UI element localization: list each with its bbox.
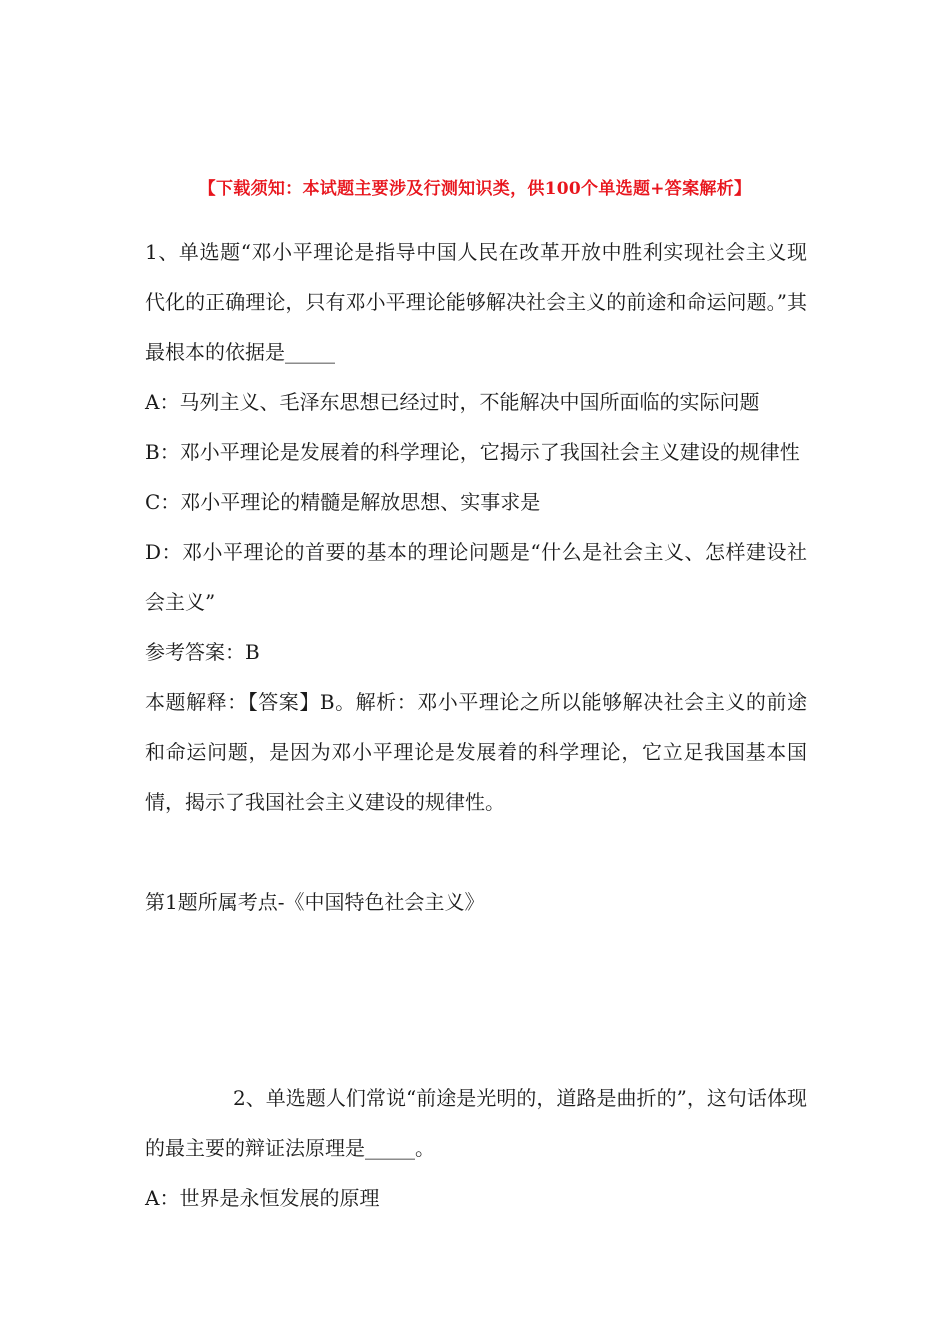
question-1-topic: 第1题所属考点-《中国特色社会主义》 [145,890,485,914]
question-1-stem: 1、单选题“邓小平理论是指导中国人民在改革开放中胜利实现社会主义现代化的正确理论，只有邓小平理论能够解决社会主义的前途和命运问题。”其最根本的依据是_____ [145,240,807,364]
question-2-stem: 2、单选题人们常说“前途是光明的，道路是曲折的”，这句话体现的最主要的辩证法原理是_____。 [145,1086,807,1160]
question-1-answer: 参考答案：B [145,640,260,664]
question-1-option-c: C：邓小平理论的精髓是解放思想、实事求是 [145,490,541,514]
question-1-explanation: 本题解释：【答案】B。解析：邓小平理论之所以能够解决社会主义的前途和命运问题，是因为邓小平理论是发展着的科学理论，它立足我国基本国情，揭示了我国社会主义建设的规律性。 [145,690,807,814]
question-1 [145,227,807,927]
question-2 [145,1073,807,1223]
download-notice: 【下载须知：本试题主要涉及行测知识类，供100个单选题+答案解析】 [198,179,752,199]
question-2-option-a: A：世界是永恒发展的原理 [145,1186,380,1210]
question-1-option-b: B：邓小平理论是发展着的科学理论，它揭示了我国社会主义建设的规律性 [145,440,800,464]
question-1-option-d: D：邓小平理论的首要的基本的理论问题是“什么是社会主义、怎样建设社会主义” [145,540,807,614]
spacer [145,827,807,877]
question-1-option-a: A：马列主义、毛泽东思想已经过时，不能解决中国所面临的实际问题 [145,390,760,414]
